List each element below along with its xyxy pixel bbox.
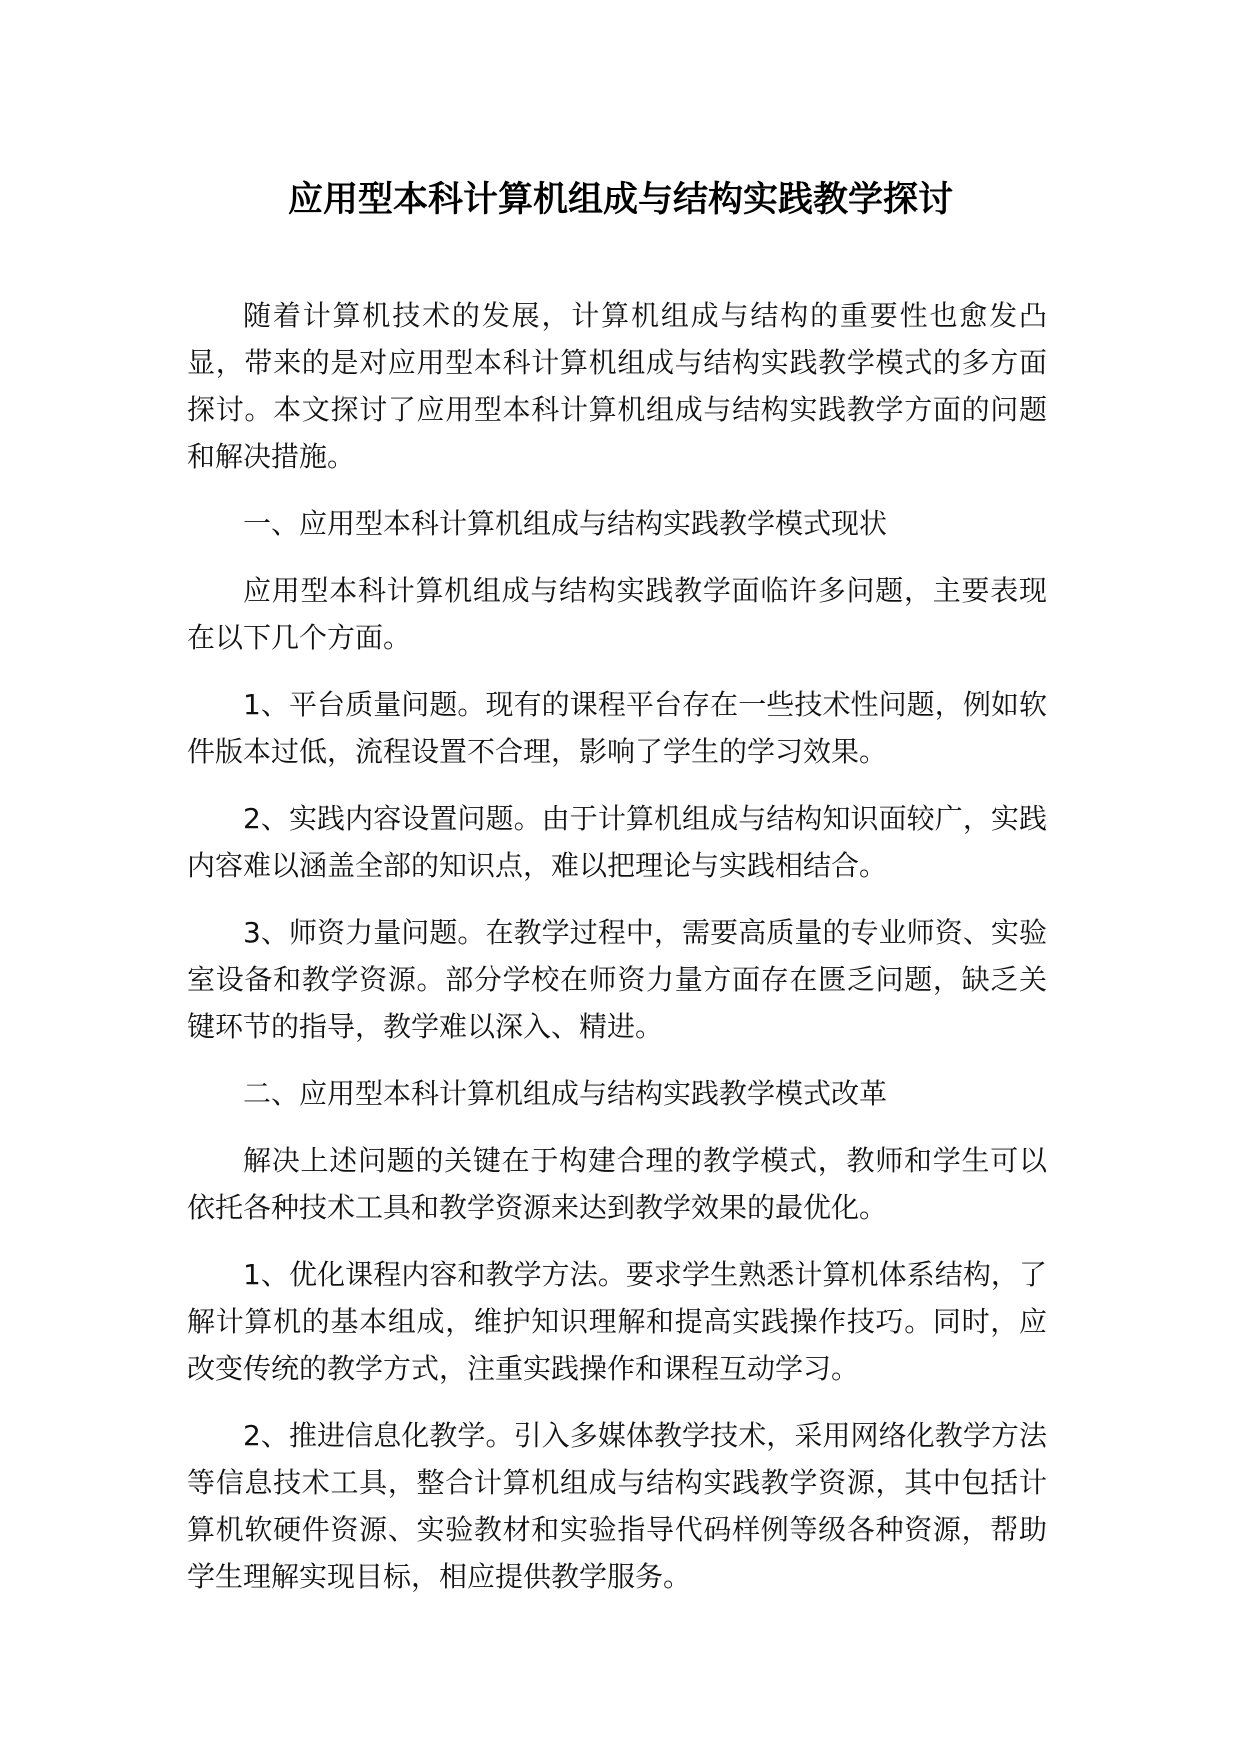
paragraph-intro: 随着计算机技术的发展，计算机组成与结构的重要性也愈发凸显，带来的是对应用型本科计算机组成与结构实践教学模式的多方面探讨。本文探讨了应用型本科计算机组成与结构实践教学方面的问题和解决措施。 <box>187 299 1047 473</box>
section-heading-1: 一、应用型本科计算机组成与结构实践教学模式现状 <box>243 507 888 540</box>
document-body <box>187 292 1047 1620</box>
paragraph-reform-overview: 解决上述问题的关键在于构建合理的教学模式，教师和学生可以依托各种技术工具和教学资源来达到教学效果的最优化。 <box>187 1144 1047 1224</box>
paragraph-information-teaching: 2、推进信息化教学。引入多媒体教学技术，采用网络化教学方法等信息技术工具，整合计算机组成与结构实践教学资源，其中包括计算机软硬件资源、实验教材和实验指导代码样例等级各种资源，帮助学生理解实现目标，相应提供教学服务。 <box>187 1419 1047 1593</box>
document-title: 应用型本科计算机组成与结构实践教学探讨 <box>287 180 953 220</box>
paragraph-teaching-staff: 3、师资力量问题。在教学过程中，需要高质量的专业师资、实验室设备和教学资源。部分学校在师资力量方面存在匮乏问题，缺乏关键环节的指导，教学难以深入、精进。 <box>187 916 1047 1043</box>
paragraph-platform-quality: 1、平台质量问题。现有的课程平台存在一些技术性问题，例如软件版本过低，流程设置不合理，影响了学生的学习效果。 <box>187 688 1047 768</box>
paragraph-status-overview: 应用型本科计算机组成与结构实践教学面临许多问题，主要表现在以下几个方面。 <box>187 574 1047 654</box>
paragraph-practice-content: 2、实践内容设置问题。由于计算机组成与结构知识面较广，实践内容难以涵盖全部的知识点，难以把理论与实践相结合。 <box>187 802 1047 882</box>
section-heading-2: 二、应用型本科计算机组成与结构实践教学模式改革 <box>243 1077 888 1110</box>
paragraph-course-optimization: 1、优化课程内容和教学方法。要求学生熟悉计算机体系结构，了解计算机的基本组成，维护知识理解和提高实践操作技巧。同时，应改变传统的教学方式，注重实践操作和课程互动学习。 <box>187 1258 1047 1385</box>
